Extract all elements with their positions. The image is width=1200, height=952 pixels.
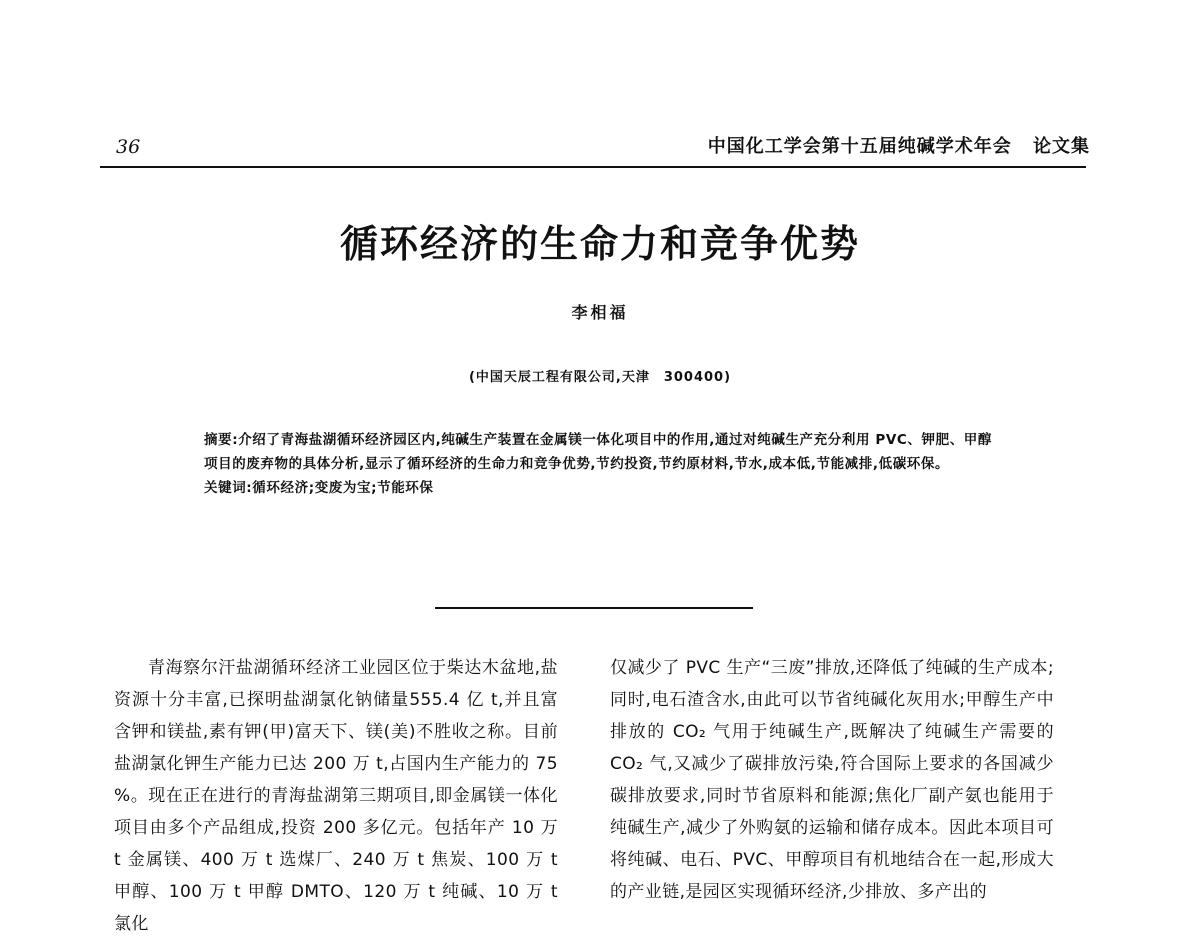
body-paragraph-left: 青海察尔汗盐湖循环经济工业园区位于柴达木盆地,盐资源十分丰富,已探明盐湖氯化钠储量555.4 亿 t,并且富含钾和镁盐,素有钾(甲)富天下、镁(美)不胜收之称。目前盐湖氯化钾生产能力已达 200 万 t,占国内生产能力的 75 %。现在正在进行的青海盐湖第三期项目,即金属镁一体化项目由多个产品组成,投资 200 多亿元。包括年产 10 万 t 金属镁、400 万 t 选煤厂、240 万 t 焦炭、100 万 t 甲醇、100 万 t 甲醇 DMTO、120 万 t 纯碱、10 万 t 氯化 — [114, 658, 558, 934]
body-paragraph-right: 仅减少了 PVC 生产“三废”排放,还降低了纯碱的生产成本;同时,电石渣含水,由此可以节省纯碱化灰用水;甲醇生产中排放的 CO₂ 气用于纯碱生产,既解决了纯碱生产需要的 CO₂ 气,又减少了碳排放污染,符合国际上要求的各国减少碳排放要求,同时节省原料和能源;焦化厂副产氨也能用于纯碱生产,减少了外购氨的运输和储存成本。因此本项目可将纯碱、电石、PVC、甲醇项目有机地结合在一起,形成大的产业链,是园区实现循环经济,少排放、多产出的 — [610, 658, 1054, 902]
paper-affiliation: (中国天辰工程有限公司,天津 300400) — [468, 370, 732, 385]
page-number: 36 — [116, 136, 141, 158]
abstract-text: 摘要:介绍了青海盐湖循环经济园区内,纯碱生产装置在金属镁一体化项目中的作用,通过对纯碱生产充分利用 PVC、钾肥、甲醇项目的废弃物的具体分析,显示了循环经济的生命力和竞争优势,节约投资,节约原材料,节水,成本低,节能减排,低碳环保。 — [204, 432, 993, 472]
body-column-left — [114, 652, 558, 940]
body-column-right — [610, 652, 1054, 908]
abstract-block — [204, 428, 1004, 500]
paper-author: 李相福 — [571, 303, 629, 322]
running-header: 中国化工学会第十五届纯碱学术年会 论文集 — [707, 136, 1090, 157]
header-rule — [100, 166, 1086, 168]
keywords-text: 关键词:循环经济;变废为宝;节能环保 — [204, 480, 434, 496]
paper-title: 循环经济的生命力和竞争优势 — [339, 221, 860, 266]
section-separator — [435, 607, 753, 609]
